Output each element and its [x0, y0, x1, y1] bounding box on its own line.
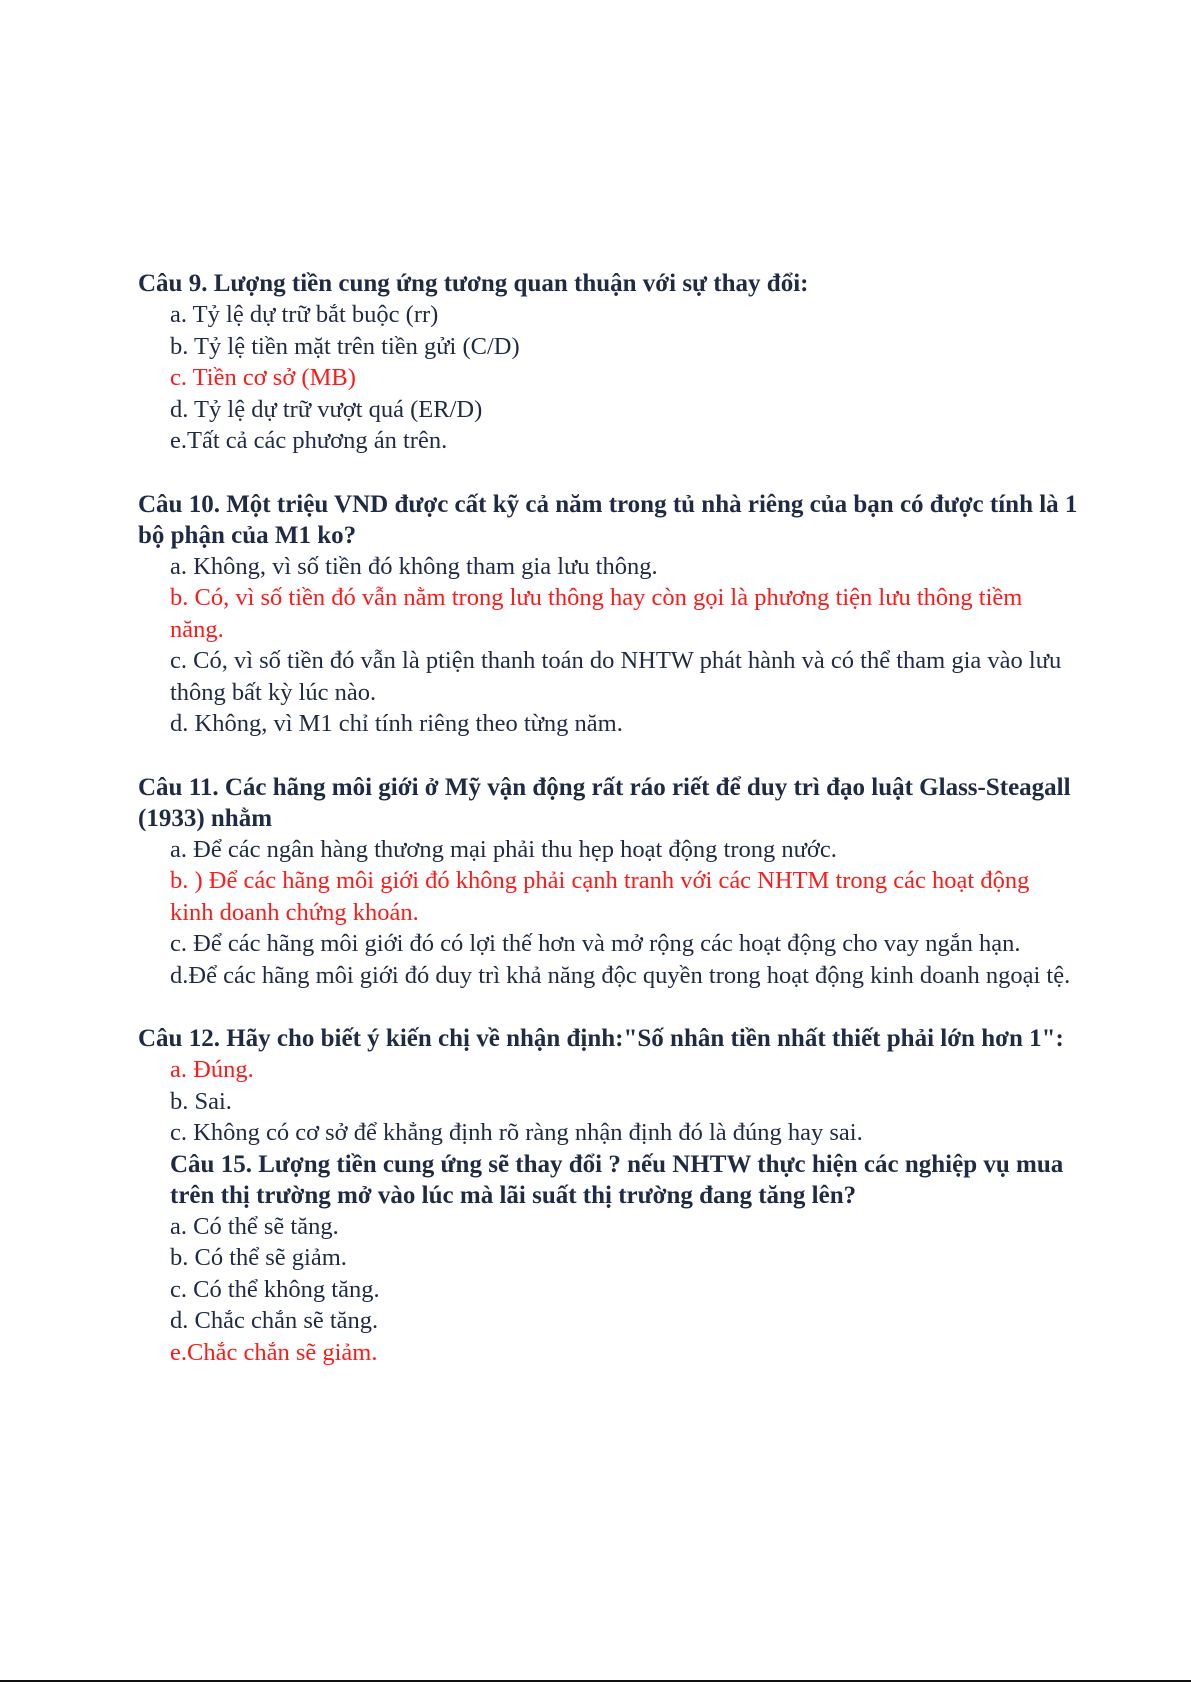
option-b: b. Tỷ lệ tiền mặt trên tiền gửi (C/D)	[170, 332, 520, 360]
option-c: c. Để các hãng môi giới đó có lợi thế hơn và mở rộng các hoạt động cho vay ngắn hạn.	[170, 930, 1021, 957]
option-c-correct: c. Tiền cơ sở (MB)	[170, 364, 356, 391]
question-title: Câu 11. Các hãng môi giới ở Mỹ vận động rất ráo riết để duy trì đạo luật Glass-Steagall (1933) nhằm	[138, 773, 1071, 832]
option-b-correct: b. ) Để các hãng môi giới đó không phải cạnh tranh với các NHTM trong các hoạt động kinh doanh chứng khoán.	[170, 867, 1030, 926]
option-d: d. Tỷ lệ dự trữ vượt quá (ER/D)	[170, 395, 483, 423]
option-e: e.Tất cả các phương án trên.	[170, 427, 448, 454]
option-d: d. Không, vì M1 chỉ tính riêng theo từng năm.	[170, 710, 623, 737]
question-title: Câu 12. Hãy cho biết ý kiến chị về nhận định:"Số nhân tiền nhất thiết phải lớn hơn 1":	[138, 1025, 1064, 1052]
option-d: d. Chắc chắn sẽ tăng.	[170, 1307, 379, 1334]
option-e-correct: e.Chắc chắn sẽ giảm.	[170, 1338, 378, 1366]
option-a: a. Có thể sẽ tăng.	[170, 1212, 339, 1240]
question-title: Câu 15. Lượng tiền cung ứng sẽ thay đổi ? nếu NHTW thực hiện các nghiệp vụ mua trên thị trường mở vào lúc mà lãi suất thị trường đang tăng lên?	[170, 1150, 1064, 1209]
option-d: d.Để các hãng môi giới đó duy trì khả năng độc quyền trong hoạt động kinh doanh ngoại tệ.	[170, 961, 1071, 989]
option-c: c. Không có cơ sở để khẳng định rõ ràng nhận định đó là đúng hay sai.	[170, 1119, 863, 1146]
option-c: c. Có, vì số tiền đó vẫn là ptiện thanh toán do NHTW phát hành và có thể tham gia vào lưu thông bất kỳ lúc nào.	[170, 647, 1062, 706]
question-title: Câu 9. Lượng tiền cung ứng tương quan thuận với sự thay đổi:	[138, 270, 809, 297]
option-a-correct: a. Đúng.	[170, 1056, 254, 1083]
question-11	[138, 772, 1078, 992]
option-a: a. Không, vì số tiền đó không tham gia lưu thông.	[170, 552, 658, 580]
document-page	[138, 268, 1078, 1368]
page-bottom-divider	[0, 1680, 1191, 1682]
question-10	[138, 489, 1078, 740]
question-9	[138, 268, 1078, 457]
question-12	[138, 1023, 1078, 1149]
option-c: c. Có thể không tăng.	[170, 1275, 380, 1303]
question-title: Câu 10. Một triệu VND được cất kỹ cả năm trong tủ nhà riêng của bạn có được tính là 1 bộ phận của M1 ko?	[138, 490, 1078, 549]
option-b: b. Sai.	[170, 1087, 232, 1115]
question-15	[138, 1149, 1078, 1369]
option-b-correct: b. Có, vì số tiền đó vẫn nằm trong lưu thông hay còn gọi là phương tiện lưu thông tiềm năng.	[170, 584, 1023, 643]
option-a: a. Để các ngân hàng thương mại phải thu hẹp hoạt động trong nước.	[170, 835, 837, 863]
option-b: b. Có thể sẽ giảm.	[170, 1244, 347, 1271]
option-a: a. Tỷ lệ dự trữ bắt buộc (rr)	[170, 301, 439, 328]
